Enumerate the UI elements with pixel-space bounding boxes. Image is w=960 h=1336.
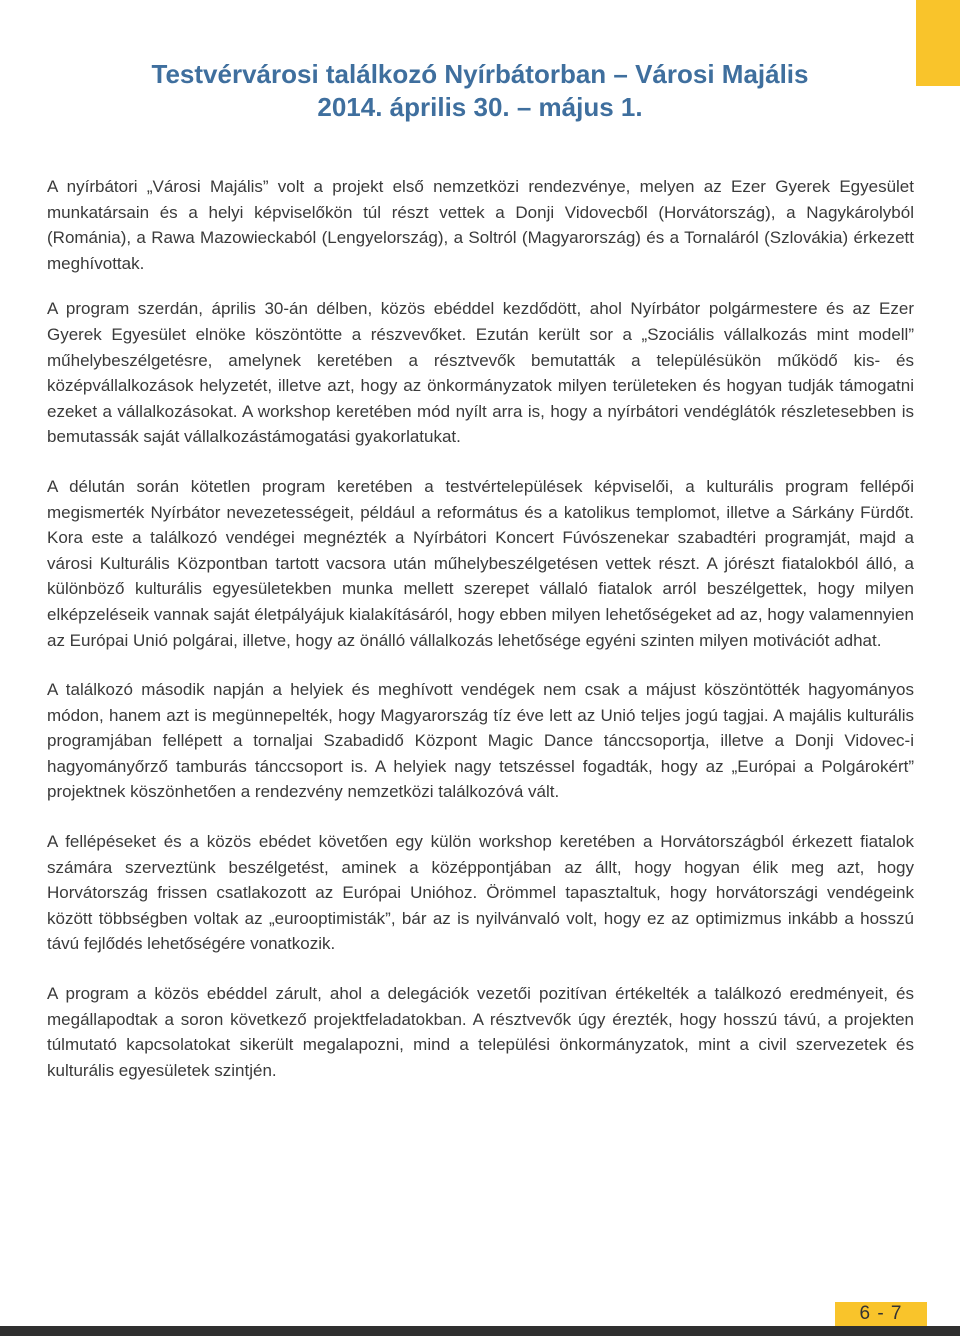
paragraph-5: A fellépéseket és a közös ebédet követően egy külön workshop keretében a Horvátországból érkezett fiatalok számára szerveztünk beszélgetést, aminek a középpontjában az állt, hogy hogyan élik meg azt, hogy Horvátország frissen csatlakozott az Európai Unióhoz. Örömmel tapasztaltuk, hogy horvátországi vendégeink között többségben voltak az „eurooptimisták”, bár az is nyilvánvaló volt, hogy ez az optimizmus inkább a hosszú távú fejlődés lehetőségére vonatkozik. bbox=[47, 832, 914, 954]
page-title bbox=[0, 58, 960, 124]
page-number-badge: 6 - 7 bbox=[835, 1302, 927, 1326]
article-body bbox=[47, 174, 914, 1107]
paragraph-2: A program szerdán, április 30-án délben, közös ebéddel kezdődött, ahol Nyírbátor polgármestere és az Ezer Gyerek Egyesület elnöke köszöntötte a részvevőket. Ezután került sor a „Szociális vállalkozás mint modell” műhelybeszélgetésre, amelynek keretében a résztvevők bemutatták a településükön működő kis- és középvállalkozások helyzetét, illetve azt, hogy az önkormányzatok milyen területeken és hogyan tudják támogatni ezeket a vállalkozásokat. A workshop keretében mód nyílt arra is, hogy a nyírbátori vendéglátók részletesebben is bemutassák saját vállalkozástámogatási gyakorlatukat. bbox=[47, 299, 914, 447]
footer-band bbox=[0, 1326, 960, 1336]
title-line-2: 2014. április 30. – május 1. bbox=[317, 92, 643, 122]
paragraph-1: A nyírbátori „Városi Majális” volt a projekt első nemzetközi rendezvénye, melyen az Ezer Gyerek Egyesület munkatársain és a helyi képviselőkön túl részt vettek a Donji Vidovecből (Horvátország), a Nagykárolyból (Románia), a Rawa Mazowieckaból (Lengyelország), a Soltról (Magyarország) és a Tornaláról (Szlovákia) érkezett meghívottak. bbox=[47, 177, 914, 273]
paragraph-4: A találkozó második napján a helyiek és meghívott vendégek nem csak a májust köszöntötték hagyományos módon, hanem azt is megünnepelték, hogy Magyarország tíz éve lett az Unió teljes jogú tagjai. A majális kulturális programjában fellépett a tornaljai Szabadidő Központ Magic Dance tánccsoportja, illetve a Donji Vidovec-i hagyományőrző tamburás tánccsoport is. A helyiek nagy tetszéssel fogadták, hogy az „Európai a Polgárokért” projektnek köszönhetően a rendezvény nemzetközi találkozóvá vált. bbox=[47, 680, 914, 802]
paragraph-3: A délután során kötetlen program keretében a testvértelepülések képviselői, a kulturális program fellépői megismerték Nyírbátor nevezetességeit, például a református és a katolikus templomot, illetve a Sárkány Fürdőt. Kora este a találkozó vendégei megnézték a Nyírbátori Koncert Fúvószenekar szabadtéri programját, majd a városi Kulturális Központban tartott vacsora után műhelybeszélgetésen vettek részt. A jórészt fiatalokból álló, a különböző kulturális egyesületekben munka mellett szerepet vállaló fiatalok arról beszélgettek, hogy milyen elképzeléseik vannak saját életpályájuk kialakításáról, hogy ebben milyen lehetőségeket ad az, hogy valamennyien az Európai Unió polgárai, illetve, hogy az önálló vállalkozás lehetősége egyéni szinten milyen motivációt adhat. bbox=[47, 476, 914, 650]
title-line-1: Testvérvárosi találkozó Nyírbátorban – Városi Majális bbox=[151, 59, 809, 89]
paragraph-6: A program a közös ebéddel zárult, ahol a delegációk vezetői pozitívan értékelték a találkozó eredményeit, és megállapodtak a soron következő projektfeladatokban. A résztvevők úgy érezték, hogy hosszú távú, a projekten túlmutató kapcsolatokat sikerült megalapozni, mind a települési önkormányzatok, mint a civil szervezetek és kulturális egyesületek szintjén. bbox=[47, 984, 914, 1080]
